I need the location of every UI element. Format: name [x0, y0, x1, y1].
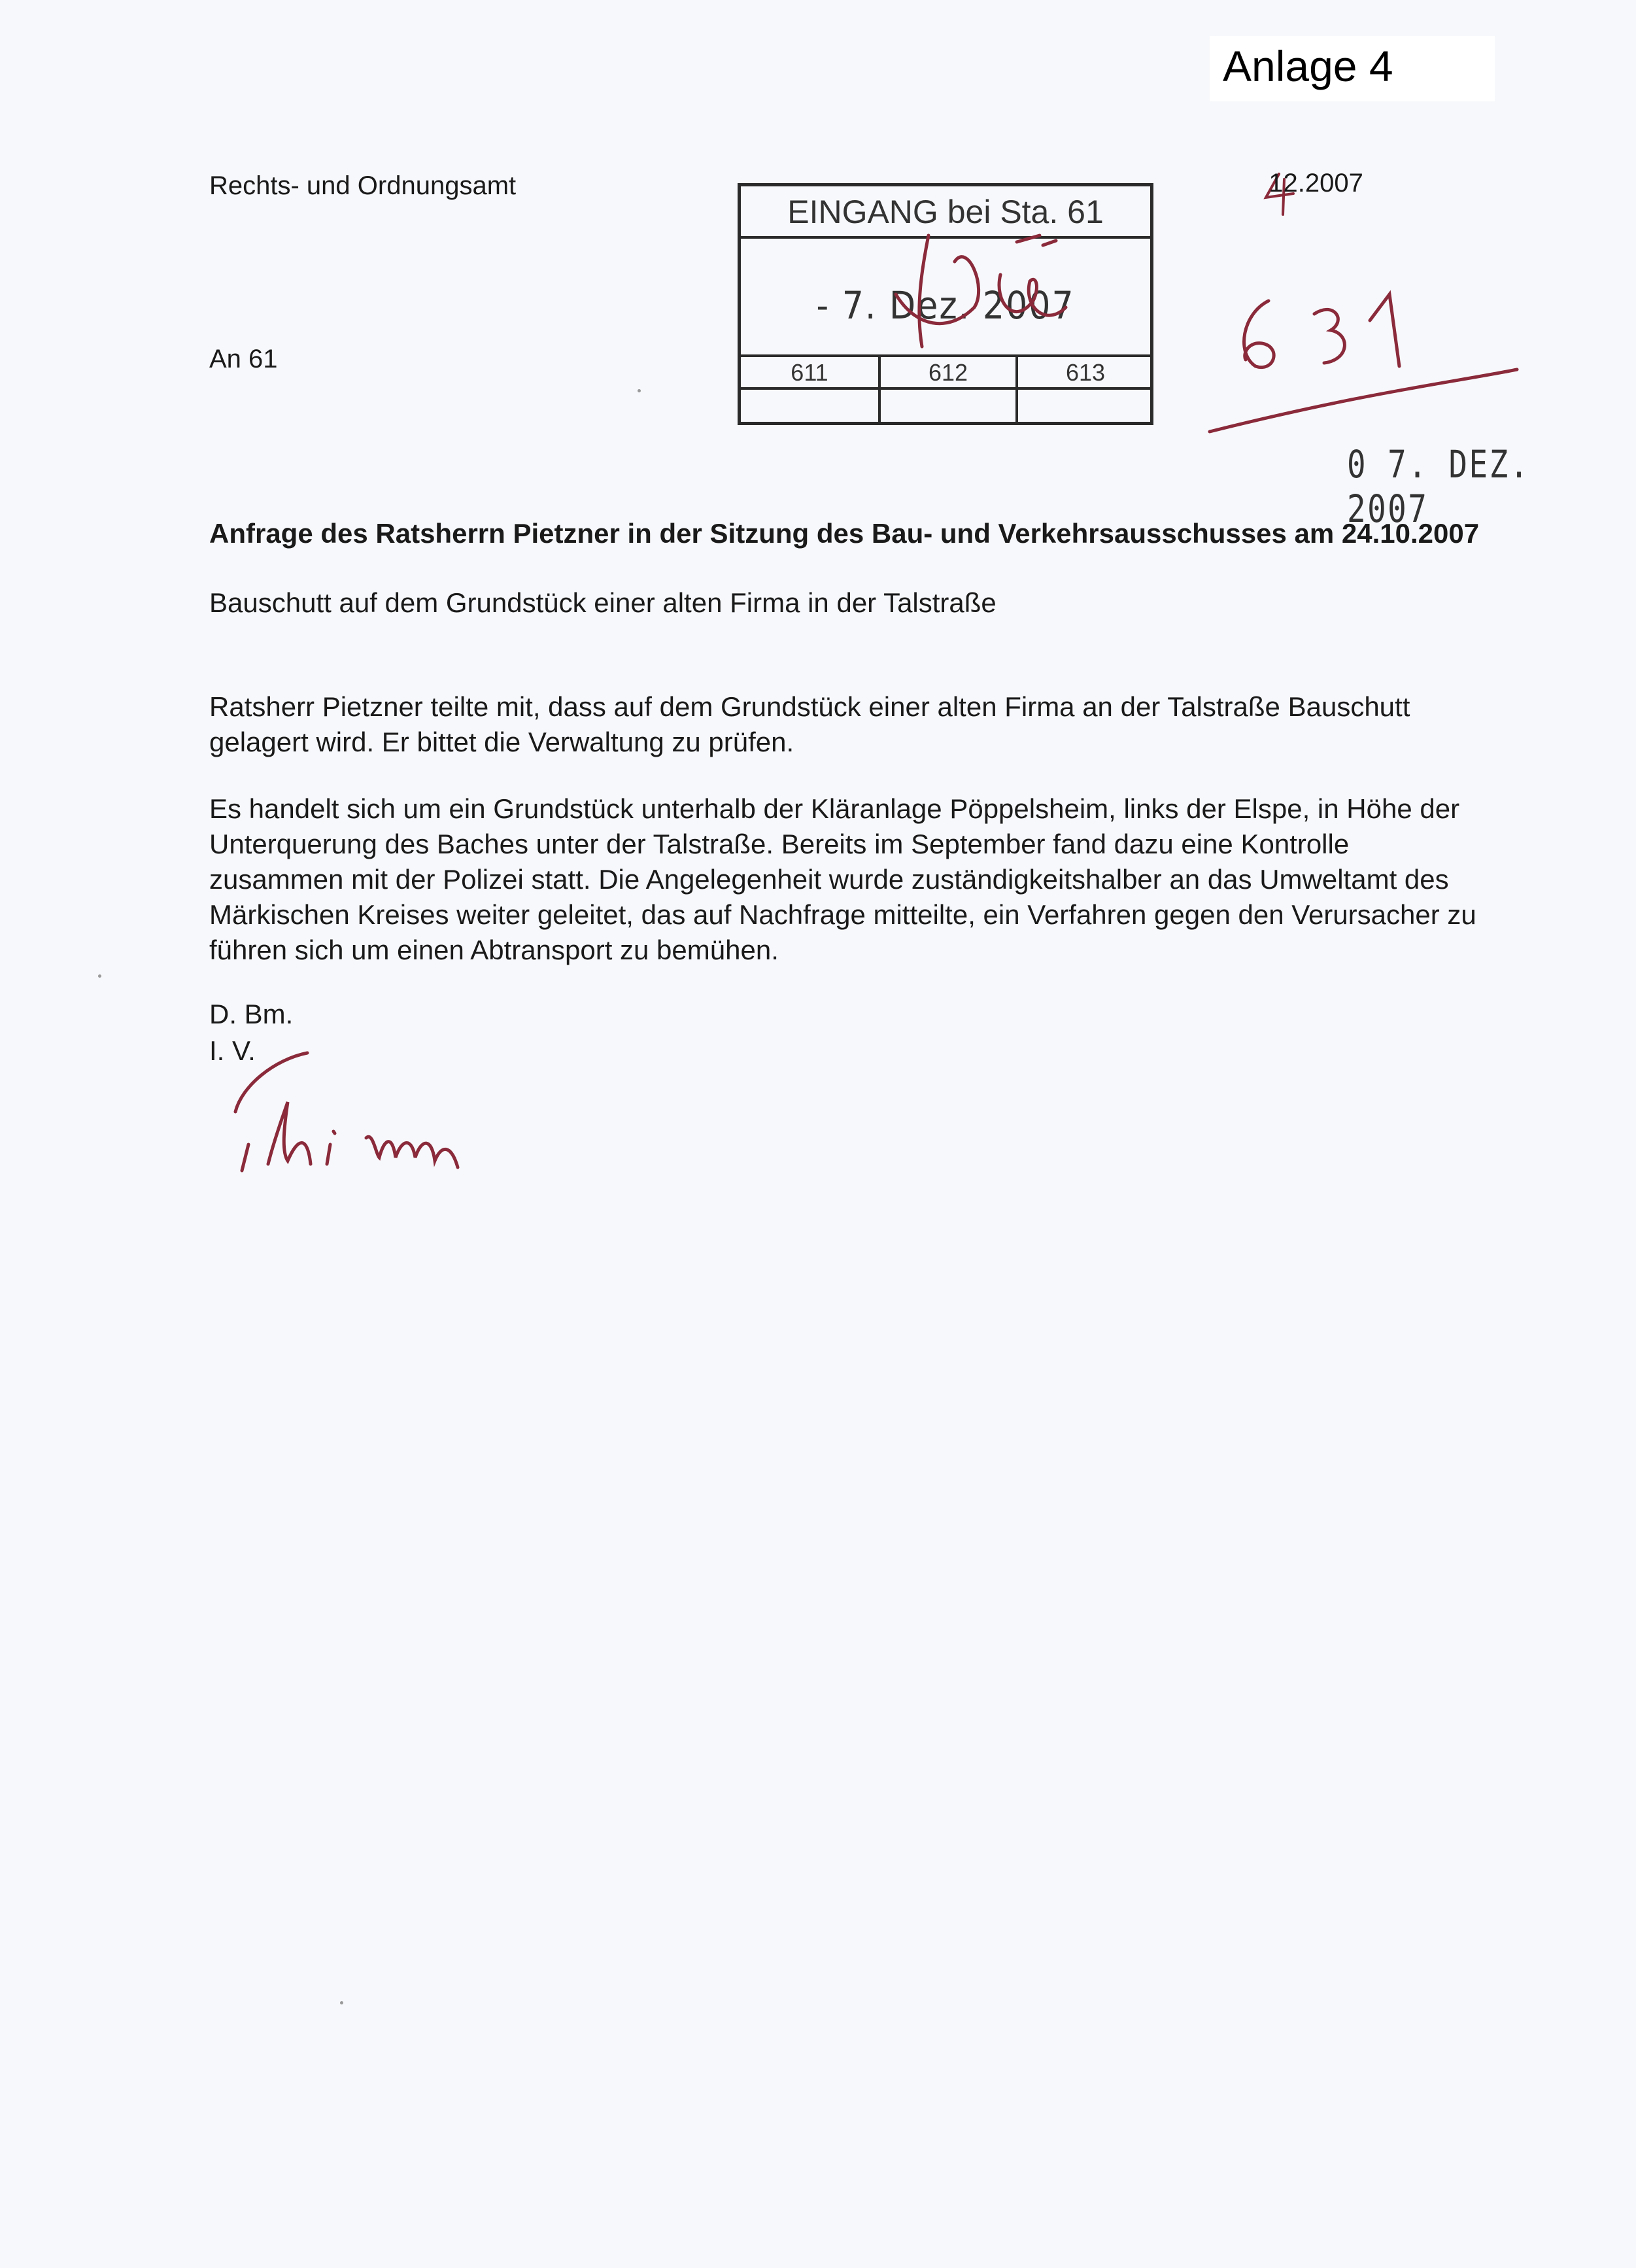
annex-label-box: [1210, 36, 1495, 101]
stamp-cell-611: 611: [791, 359, 828, 386]
body-paragraph-2: Es handelt sich um ein Grundstück unterhalb der Kläranlage Pöppelsheim, links der Elspe, in Höhe der Unterquerung des Baches unter der Talstraße. Bereits im September fand dazu eine Kontrolle zusammen mit der Polizei statt. Die Angelegenheit wurde zuständigkeitshalber an das Umweltamt des Märkischen Kreises weiter geleitet, das auf Nachfrage mitteilte, ein Verfahren gegen den Verursacher zu führen sich um einen Abtransport zu bemühen.: [209, 793, 1476, 965]
handwritten-signature: [216, 1040, 569, 1190]
sender-office: Rechts- und Ordnungsamt: [209, 171, 517, 200]
stamp-date: - 7. Dez. 2007: [816, 283, 1075, 328]
body-paragraph-1: Ratsherr Pietzner teilte mit, dass auf dem Grundstück einer alten Firma an der Talstraße Bauschutt gelagert wird. Er bittet die Verwaltung zu prüfen.: [209, 691, 1410, 757]
letter-date: [1254, 169, 1363, 198]
subject-heading: Anfrage des Ratsherrn Pietzner in der Sitzung des Bau- und Verkehrsausschusses am 24.10.2007: [209, 518, 1480, 549]
receipt-date-stamp: 0 7. DEZ. 2007: [1347, 442, 1530, 531]
stamp-divider: [741, 387, 1150, 390]
speck: [340, 2001, 343, 2004]
stamp-cell-613: 613: [1065, 359, 1106, 386]
annex-label: Anlage 4: [1223, 42, 1393, 90]
closing-line-1: D. Bm.: [209, 999, 294, 1029]
subject-subheading: Bauschutt auf dem Grundstück einer alten Firma in der Talstraße: [209, 587, 997, 618]
stamp-cell-612: 612: [928, 359, 968, 386]
letter-date-text: 12.2007: [1269, 169, 1363, 198]
recipient: An 61: [209, 345, 278, 373]
handwritten-number-631: [1203, 275, 1530, 451]
stamp-title: EINGANG bei Sta. 61: [741, 186, 1150, 239]
handwritten-initials: [876, 216, 1085, 373]
closing-line-2: I. V.: [209, 1035, 256, 1066]
speck: [98, 974, 101, 978]
speck: [638, 389, 641, 392]
